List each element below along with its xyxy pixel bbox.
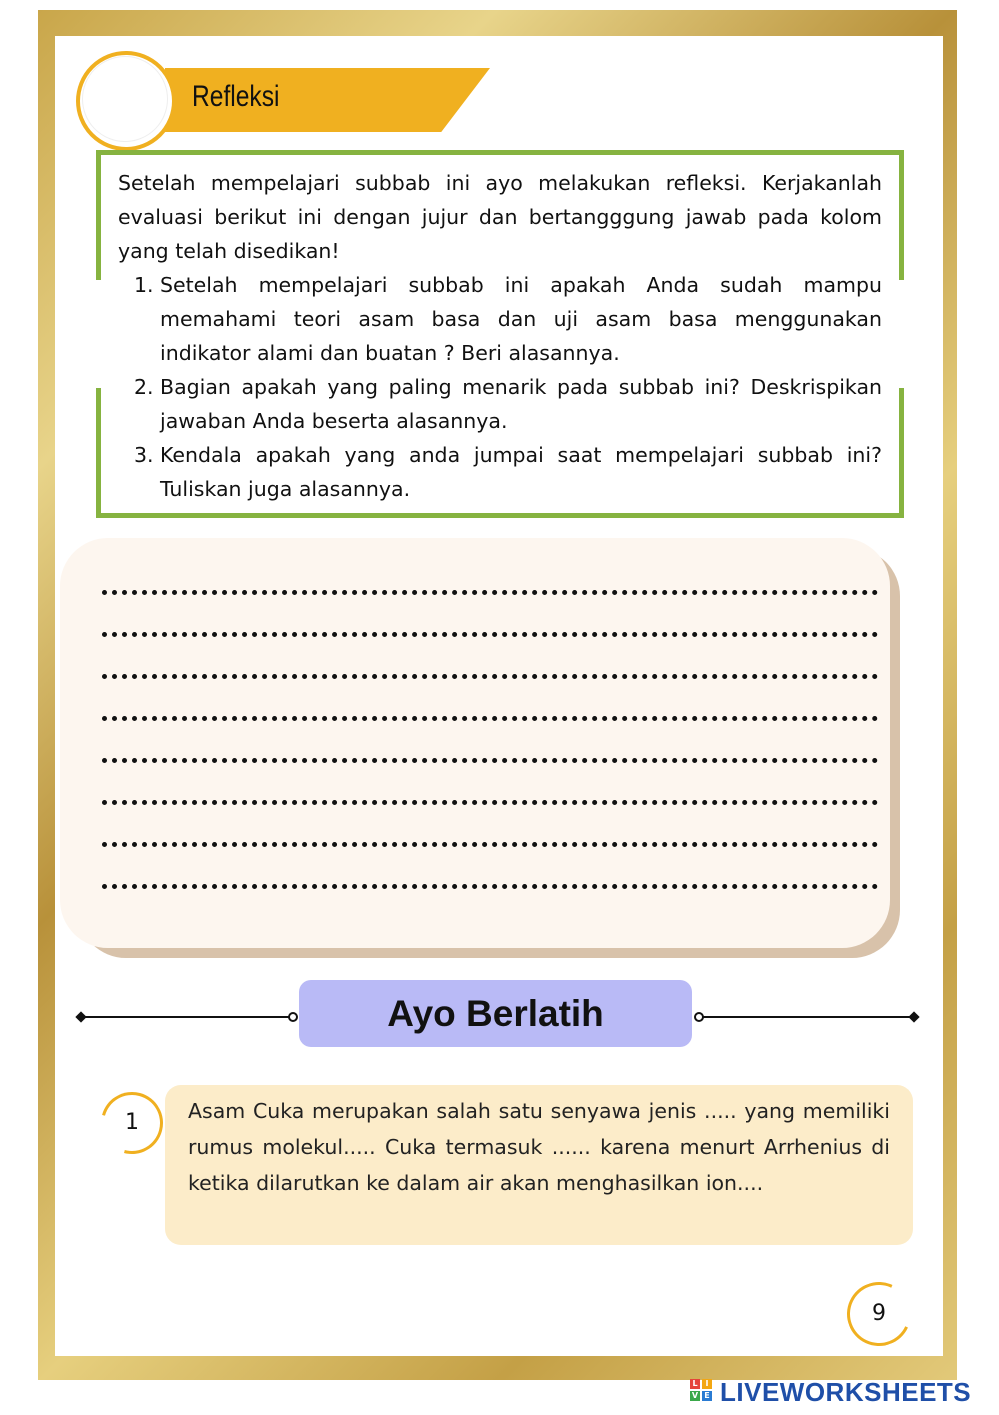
liveworksheets-watermark[interactable] (690, 1377, 971, 1407)
divider-left (82, 1016, 296, 1018)
reflection-intro: Setelah mempelajari subbab ini ayo melakukan refleksi. Kerjakanlah evaluasi berikut ini dengan jujur dan bertangggung jawab pada kolom yang telah disedikan! (118, 171, 882, 263)
section-title: Ayo Berlatih (387, 993, 604, 1034)
question-number: 2. (134, 375, 154, 399)
reflection-question (118, 370, 882, 438)
divider-right-knot (694, 1012, 704, 1022)
answer-line[interactable] (102, 632, 878, 637)
reflection-content (118, 166, 882, 506)
reflection-question (118, 438, 882, 506)
question-text: Asam Cuka merupakan salah satu senyawa jenis ..... yang memiliki rumus molekul..... Cuka termasuk ...... karena menurt Arrhenius di ketika dilarutkan ke dalam air akan menghasilkan ion.... (188, 1099, 890, 1195)
answer-line[interactable] (102, 884, 878, 889)
answer-line[interactable] (102, 674, 878, 679)
question-text: Bagian apakah yang paling menarik pada subbab ini? Deskrispikan jawaban Anda beserta alasannya. (160, 375, 882, 433)
reflection-question-list (118, 268, 882, 506)
page-number: 9 (872, 1301, 886, 1326)
logo-letter: E (702, 1391, 712, 1401)
header-circle-inner (82, 56, 168, 142)
question-text: Kendala apakah yang anda jumpai saat mempelajari subbab ini? Tuliskan juga alasannya. (160, 443, 882, 501)
question-number: 3. (134, 443, 154, 467)
liveworksheets-logo-icon (690, 1379, 716, 1405)
answer-line[interactable] (102, 800, 878, 805)
divider-right (696, 1016, 914, 1018)
question-text: Setelah mempelajari subbab ini apakah Anda sudah mampu memahami teori asam basa dan uji asam basa menggunakan indikator alami dan buatan ? Beri alasannya. (160, 273, 882, 365)
logo-letter: I (702, 1379, 712, 1389)
reflection-box-gap-left (96, 280, 106, 388)
divider-left-knot (288, 1012, 298, 1022)
answer-line[interactable] (102, 758, 878, 763)
question-number-badge: 1 (125, 1110, 139, 1135)
answer-line[interactable] (102, 842, 878, 847)
reflection-question (118, 268, 882, 370)
logo-letter: L (690, 1379, 700, 1389)
reflection-box-gap-right (894, 280, 904, 388)
answer-line[interactable] (102, 590, 878, 595)
question-number: 1. (134, 273, 154, 297)
answer-line[interactable] (102, 716, 878, 721)
liveworksheets-text: LIVEWORKSHEETS (720, 1376, 972, 1407)
logo-letter: V (691, 1391, 699, 1400)
header-title: Refleksi (192, 80, 280, 113)
